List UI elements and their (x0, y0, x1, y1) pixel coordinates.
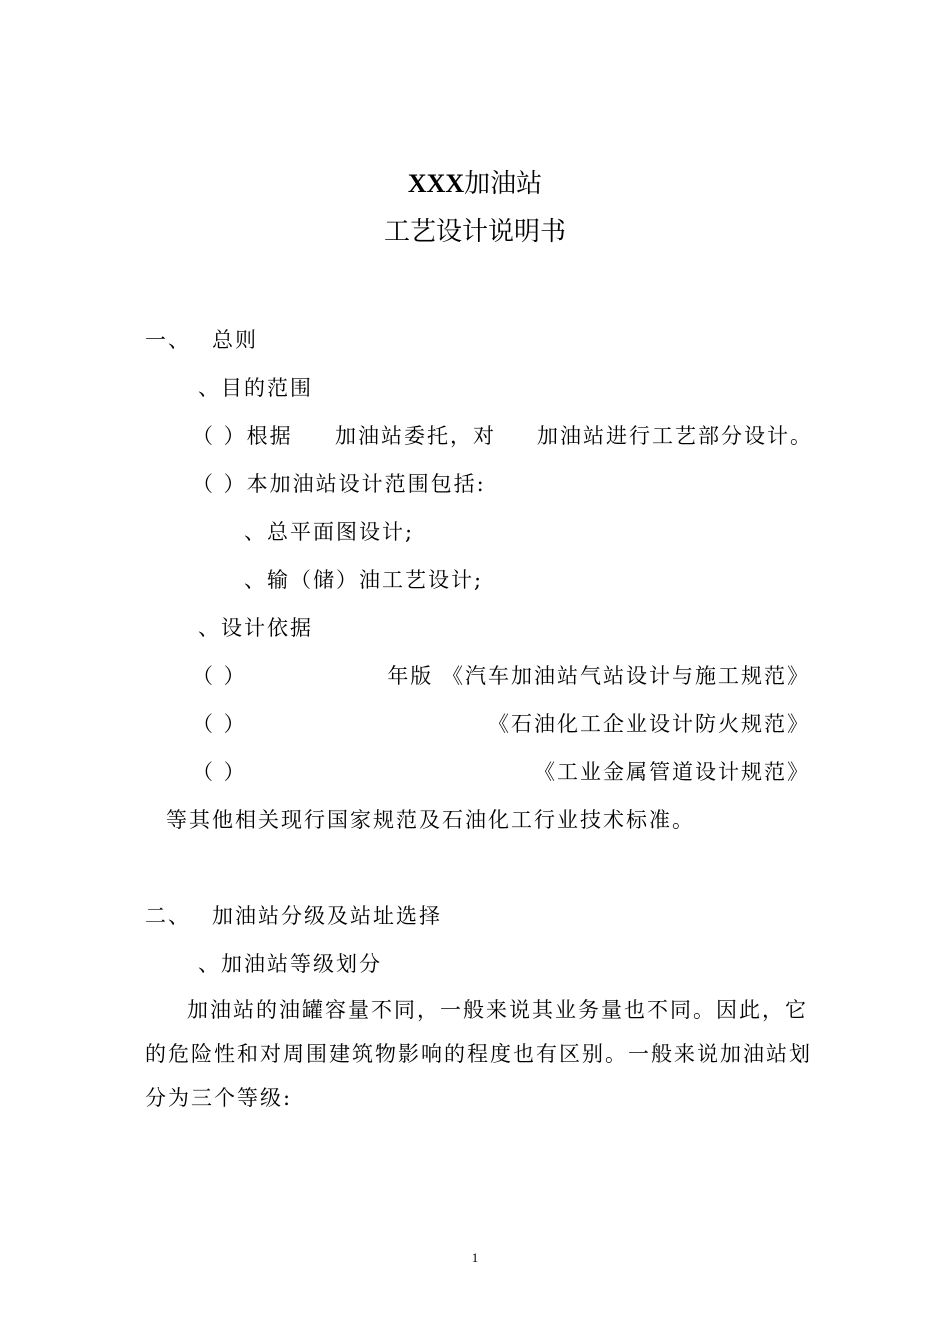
section-2-number: 二、 (145, 904, 191, 928)
section-1-heading: 总则 (212, 328, 258, 352)
title-line-1 (0, 166, 950, 202)
section-2-heading: 加油站分级及站址选择 (212, 904, 442, 928)
item-2-2: 、输（储）油工艺设计; (244, 568, 484, 592)
other-standards: 等其他相关现行国家规范及石油化工行业技术标准。 (166, 808, 695, 832)
item-2-1: 、总平面图设计; (244, 520, 415, 544)
basis-3-text: 《工业金属管道设计规范》 (534, 760, 810, 784)
subsection-station-grading: 、加油站等级划分 (198, 952, 382, 976)
basis-3-paren: （ ） (192, 760, 247, 784)
basis-2-text: 《石油化工企业设计防火规范》 (488, 712, 810, 736)
item-1-part-b: 加油站委托，对 (335, 424, 496, 448)
title-line-1-rest: 加油站 (464, 169, 543, 199)
item-1-part-c: 加油站进行工艺部分设计。 (537, 424, 813, 448)
page-number: 1 (471, 1250, 479, 1265)
subsection-purpose-scope: 、目的范围 (198, 376, 313, 400)
item-2: （ ）本加油站设计范围包括: (192, 472, 486, 496)
basis-2-paren: （ ） (192, 712, 247, 736)
item-1-part-a: （ ）根据 (192, 424, 293, 448)
title-prefix: XXX (407, 169, 465, 198)
subsection-design-basis: 、设计依据 (198, 616, 313, 640)
basis-1-paren: （ ） (192, 664, 247, 688)
section-1-number: 一、 (145, 328, 191, 352)
basis-1-text: 年版 《汽车加油站气站设计与施工规范》 (387, 664, 810, 688)
title-line-2: 工艺设计说明书 (383, 217, 566, 247)
grading-paragraph: 加油站的油罐容量不同，一般来说其业务量也不同。因此，它的危险性和对周围建筑物影响的程度也有区别。一般来说加油站划分为三个等级: (145, 998, 812, 1110)
